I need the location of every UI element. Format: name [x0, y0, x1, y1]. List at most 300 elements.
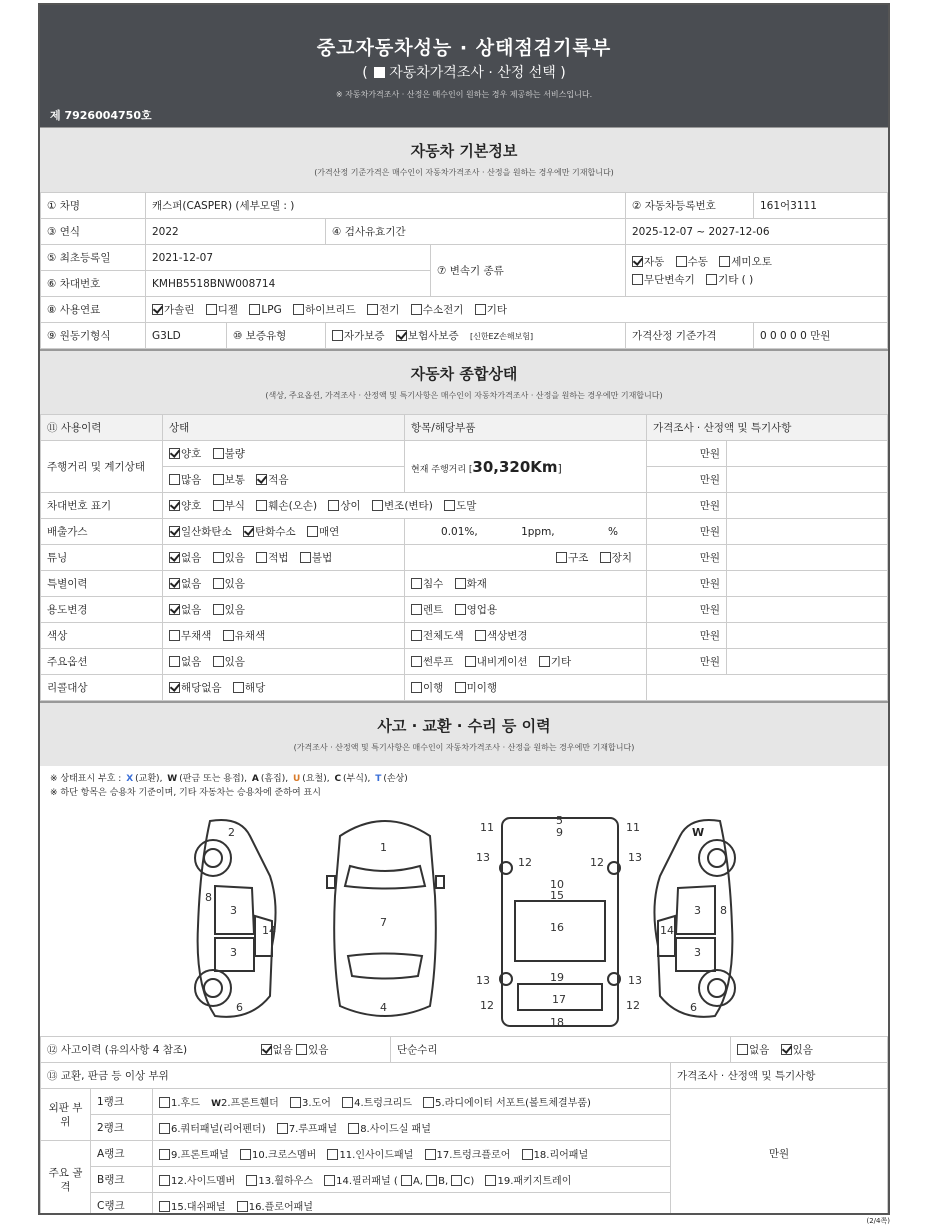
usage-business-label: 영업용 — [466, 604, 498, 616]
checkbox-checked[interactable] — [152, 304, 163, 315]
checkbox-checked[interactable] — [256, 474, 267, 485]
mileage-few[interactable] — [256, 474, 288, 486]
exchange-label: ⑬ 교환, 판금 등 이상 부위 — [41, 1063, 671, 1089]
checkbox[interactable] — [327, 1149, 338, 1160]
inspect-period-value: 2025-12-07 ~ 2027-12-06 — [626, 219, 888, 245]
basic-info-table — [40, 192, 888, 349]
mileage-bad-label: 불량 — [224, 448, 245, 460]
trans-manual[interactable] — [676, 256, 708, 268]
usage-yes-label: 있음 — [224, 604, 245, 616]
history-label: ⑫ 사고이력 (유의사항 4 참조) — [47, 1044, 188, 1056]
checkbox[interactable] — [426, 1175, 437, 1186]
emission-note[interactable] — [727, 519, 888, 545]
checkbox[interactable] — [485, 1175, 496, 1186]
mileage-state-1 — [163, 441, 405, 467]
checkbox-checked[interactable] — [261, 1044, 272, 1055]
option-navi[interactable] — [465, 656, 528, 668]
part-rear-panel[interactable] — [522, 1150, 589, 1161]
legend-items — [124, 774, 408, 784]
warranty-self[interactable] — [332, 330, 385, 342]
checkbox[interactable] — [411, 682, 422, 693]
checkbox[interactable] — [237, 1201, 248, 1212]
checkbox[interactable] — [324, 1175, 335, 1186]
checkbox[interactable] — [455, 604, 466, 615]
fuel-electric[interactable] — [367, 304, 399, 316]
color-label: 색상 — [41, 623, 163, 649]
legend-text: (흠집), — [260, 774, 291, 784]
option-yes[interactable] — [213, 656, 245, 668]
emission-co[interactable] — [169, 526, 232, 538]
part-front-fender[interactable] — [211, 1098, 279, 1109]
svg-text:6: 6 — [236, 1001, 243, 1014]
checkbox[interactable] — [159, 1201, 170, 1212]
trans-label: ⑦ 변속기 종류 — [431, 245, 626, 297]
checkbox[interactable] — [256, 552, 267, 563]
color-change[interactable] — [475, 630, 528, 642]
color-full-paint[interactable] — [411, 630, 464, 642]
trans-semi[interactable] — [719, 256, 772, 268]
warranty-label: ⑩ 보증유형 — [233, 330, 287, 342]
part-trunk-lid[interactable] — [342, 1098, 412, 1109]
checkbox[interactable] — [425, 1149, 436, 1160]
reg-no-value: 161어3111 — [754, 193, 888, 219]
fuel-diesel[interactable] — [206, 304, 238, 316]
checkbox[interactable] — [475, 630, 486, 641]
special-yes[interactable] — [213, 578, 245, 590]
part-pillar-panel-label: 14.필러패널 ( — [336, 1176, 398, 1187]
page-number: (2/4쪽) — [866, 1217, 890, 1225]
checkbox[interactable] — [332, 330, 343, 341]
part-pillar-panel[interactable] — [324, 1176, 398, 1187]
fuel-hydrogen-label: 수소전기 — [422, 304, 464, 316]
trans-manual-label: 수동 — [687, 255, 708, 268]
checkbox-checked[interactable] — [169, 578, 180, 589]
vin-mark-painted[interactable] — [444, 500, 476, 512]
part-roof-panel-label: 7.루프패널 — [288, 1124, 337, 1135]
checkbox-checked[interactable] — [781, 1044, 792, 1055]
checkbox[interactable] — [213, 604, 224, 615]
legend-prefix: ※ 상태표시 부호 : — [50, 774, 122, 784]
vin-mark-unit: 만원 — [647, 493, 727, 519]
recall-note[interactable] — [647, 675, 888, 701]
history-none[interactable] — [261, 1044, 293, 1056]
part-wheel-house[interactable] — [246, 1176, 313, 1187]
special-note[interactable] — [727, 571, 888, 597]
part-radiator-support[interactable] — [423, 1098, 591, 1109]
part-pillar-c-label: C) — [463, 1176, 475, 1187]
car-right-side-view — [654, 820, 735, 1017]
history-yes[interactable] — [296, 1044, 328, 1056]
tuning-note[interactable] — [727, 545, 888, 571]
checkbox[interactable] — [213, 578, 224, 589]
mileage-good[interactable] — [169, 448, 201, 460]
recall-done[interactable] — [411, 682, 443, 694]
mileage-close: ] — [557, 462, 562, 475]
emission-hc-value: 1ppm, — [521, 525, 555, 538]
rank1-items — [153, 1089, 671, 1115]
warranty-insurer[interactable] — [396, 330, 459, 342]
fuel-other[interactable] — [475, 304, 507, 316]
checkbox[interactable] — [159, 1149, 170, 1160]
checkbox-checked[interactable] — [396, 330, 407, 341]
insurer-name: [신한EZ손해보험] — [469, 332, 534, 341]
vin-mark-rust-label: 부식 — [224, 500, 245, 512]
tuning-structure[interactable] — [556, 552, 588, 564]
recall-yes[interactable] — [233, 682, 265, 694]
option-other[interactable] — [539, 656, 571, 668]
color-achromatic[interactable] — [169, 630, 211, 642]
engine-subtable — [146, 323, 325, 348]
mileage-bad[interactable] — [213, 448, 245, 460]
tuning-yes[interactable] — [213, 552, 245, 564]
svg-text:14: 14 — [262, 924, 276, 937]
part-inside-panel[interactable] — [327, 1150, 413, 1161]
recall-yes-label: 해당 — [244, 682, 266, 694]
fuel-hydrogen[interactable] — [411, 304, 464, 316]
simple-repair-none[interactable] — [737, 1044, 769, 1056]
basic-info-title: 자동차 기본정보 — [410, 142, 518, 160]
part-floor-panel-label: 16.플로어패널 — [248, 1202, 313, 1213]
checkbox-checked[interactable] — [243, 526, 254, 537]
mileage-normal-label: 보통 — [224, 474, 245, 486]
mileage-value: 30,320Km — [472, 457, 558, 476]
trans-options — [626, 245, 888, 297]
checkbox[interactable] — [455, 682, 466, 693]
fuel-hybrid[interactable] — [293, 304, 356, 316]
checkbox[interactable] — [411, 604, 422, 615]
legend-code: U — [292, 774, 301, 784]
checkbox[interactable] — [556, 552, 567, 563]
checkbox[interactable] — [300, 552, 311, 563]
svg-text:3: 3 — [230, 904, 237, 917]
checkbox[interactable] — [293, 304, 304, 315]
tuning-illegal[interactable] — [300, 552, 332, 564]
checkbox[interactable] — [328, 500, 339, 511]
vin-mark-rust[interactable] — [213, 500, 245, 512]
simple-repair-yes[interactable] — [781, 1044, 813, 1056]
part-side-member[interactable] — [159, 1176, 235, 1187]
legend-text: (판금 또는 용접), — [179, 774, 250, 784]
special-none[interactable] — [169, 578, 201, 590]
tuning-none-label: 없음 — [181, 552, 202, 564]
checkbox[interactable] — [256, 500, 267, 511]
usage-business[interactable] — [455, 604, 497, 616]
reg-no-label: ② 자동차등록번호 — [626, 193, 754, 219]
checkbox[interactable] — [522, 1149, 533, 1160]
checkbox[interactable] — [465, 656, 476, 667]
option-sunroof-label: 썬루프 — [423, 656, 454, 668]
usage-rent[interactable] — [411, 604, 443, 616]
trans-cvt-label: 무단변속기 — [644, 273, 695, 286]
vin-mark-painted-label: 도말 — [456, 500, 477, 512]
history-none-label: 없음 — [272, 1044, 293, 1056]
year-label: ③ 연식 — [41, 219, 146, 245]
part-pillar-b[interactable] — [426, 1176, 448, 1187]
special-fire[interactable] — [455, 578, 487, 590]
checkbox[interactable] — [307, 526, 318, 537]
rankC-label: C랭크 — [91, 1193, 153, 1216]
checkbox[interactable] — [249, 304, 260, 315]
recall-not-done[interactable] — [455, 682, 497, 694]
tuning-yes-label: 있음 — [224, 552, 245, 564]
color-change-label: 색상변경 — [486, 630, 528, 642]
checkbox[interactable] — [233, 682, 244, 693]
engine-value: G3LD — [146, 323, 227, 348]
checkbox[interactable] — [169, 630, 180, 641]
checkbox-checked[interactable] — [169, 500, 180, 511]
checkbox[interactable] — [240, 1149, 251, 1160]
option-yes-label: 있음 — [224, 656, 245, 668]
checkbox[interactable] — [169, 474, 180, 485]
special-none-label: 없음 — [181, 578, 202, 590]
tuning-options-2 — [405, 545, 647, 571]
history-row — [41, 1037, 391, 1063]
part-door[interactable] — [290, 1098, 331, 1109]
color-options — [163, 623, 405, 649]
part-pillar-a[interactable] — [401, 1176, 423, 1187]
color-items — [405, 623, 647, 649]
checkbox[interactable] — [401, 1175, 412, 1186]
checkbox-checked[interactable] — [169, 682, 180, 693]
checkbox[interactable] — [632, 274, 643, 285]
checkbox[interactable] — [600, 552, 611, 563]
fuel-diesel-label: 디젤 — [217, 304, 239, 316]
svg-text:13: 13 — [476, 851, 490, 864]
emission-hc[interactable] — [243, 526, 296, 538]
rankC-items — [153, 1193, 671, 1216]
svg-text:17: 17 — [552, 993, 566, 1006]
main-frame-label: 주요 골격 — [41, 1141, 91, 1216]
part-pillar-a-label: A, — [412, 1176, 423, 1187]
status-title: 자동차 종합상태 — [410, 365, 518, 383]
color-full-paint-label: 전체도색 — [423, 630, 464, 642]
part-door-label: 3.도어 — [302, 1098, 331, 1109]
recall-none-label: 해당없음 — [181, 682, 222, 694]
part-trunk-floor-label: 17.트렁크플로어 — [436, 1150, 511, 1161]
color-note[interactable] — [727, 623, 888, 649]
checkbox[interactable] — [411, 630, 422, 641]
svg-text:16: 16 — [550, 921, 564, 934]
emission-smoke[interactable] — [307, 526, 339, 538]
fuel-options — [146, 297, 888, 323]
checkbox[interactable] — [475, 304, 486, 315]
trans-cvt[interactable] — [632, 274, 695, 286]
part-hood[interactable] — [159, 1098, 200, 1109]
part-quarter-panel[interactable] — [159, 1124, 266, 1135]
car-name-value: 캐스퍼(CASPER) (세부모델 : ) — [146, 193, 626, 219]
checkbox[interactable] — [159, 1123, 170, 1134]
part-side-sill-label: 8.사이드실 패널 — [360, 1124, 431, 1135]
checkbox[interactable] — [411, 656, 422, 667]
checkbox[interactable] — [206, 304, 217, 315]
checkbox[interactable] — [367, 304, 378, 315]
checkbox-checked[interactable] — [169, 448, 180, 459]
mileage-label: 주행거리 및 계기상태 — [41, 441, 163, 493]
svg-text:12: 12 — [480, 999, 494, 1012]
tuning-device[interactable] — [600, 552, 632, 564]
trans-auto-label: 자동 — [644, 255, 665, 268]
checkbox[interactable] — [348, 1123, 359, 1134]
svg-text:3: 3 — [694, 904, 701, 917]
checkbox[interactable] — [159, 1175, 170, 1186]
mileage-note-1[interactable] — [727, 441, 888, 467]
mileage-many-label: 많음 — [181, 474, 202, 486]
option-items — [405, 649, 647, 675]
vin-mark-altered[interactable] — [372, 500, 433, 512]
svg-text:12: 12 — [518, 856, 532, 869]
rank1-label: 1랭크 — [91, 1089, 153, 1115]
checkbox[interactable] — [213, 552, 224, 563]
col-history: ⑪ 사용이력 — [41, 415, 163, 441]
emission-co-label: 일산화탄소 — [181, 526, 232, 538]
damage-mark-w: W — [692, 826, 705, 839]
part-rear-panel-label: 18.리어패널 — [533, 1150, 589, 1161]
recall-label: 리콜대상 — [41, 675, 163, 701]
checkbox[interactable] — [169, 656, 180, 667]
vin-mark-options — [163, 493, 647, 519]
color-chromatic[interactable] — [223, 630, 265, 642]
checkbox[interactable] — [455, 578, 466, 589]
mileage-note-2[interactable] — [727, 467, 888, 493]
trans-semi-label: 세미오토 — [731, 255, 772, 268]
checkbox[interactable] — [342, 1097, 353, 1108]
checkbox[interactable] — [213, 474, 224, 485]
vin-label: ⑥ 차대번호 — [41, 271, 146, 297]
part-side-sill[interactable] — [348, 1124, 431, 1135]
accident-table — [40, 1036, 888, 1215]
checkbox-checked[interactable] — [632, 256, 643, 267]
recall-none[interactable] — [169, 682, 222, 694]
tuning-none[interactable] — [169, 552, 201, 564]
checkbox[interactable] — [223, 630, 234, 641]
part-dash-panel[interactable] — [159, 1202, 226, 1213]
checkbox[interactable] — [423, 1097, 434, 1108]
part-floor-panel[interactable] — [237, 1202, 313, 1213]
usage-label: 용도변경 — [41, 597, 163, 623]
part-trunk-floor[interactable] — [425, 1150, 511, 1161]
part-front-panel-label: 9.프론트패널 — [171, 1150, 229, 1161]
checkbox[interactable] — [159, 1097, 170, 1108]
inspection-record-form — [38, 3, 890, 1215]
part-roof-panel[interactable] — [277, 1124, 337, 1135]
emission-hc-label: 탄화수소 — [255, 526, 296, 538]
vin-mark-damage-label: 훼손(오손) — [268, 500, 318, 512]
checkbox[interactable] — [372, 500, 383, 511]
part-pillar-b-label: B, — [438, 1176, 449, 1187]
fuel-lpg[interactable] — [249, 304, 281, 316]
emission-co-value: 0.01%, — [441, 525, 478, 538]
fuel-electric-label: 전기 — [379, 304, 400, 316]
option-note[interactable] — [727, 649, 888, 675]
mileage-good-label: 양호 — [181, 448, 202, 460]
checkbox[interactable] — [213, 500, 224, 511]
part-inside-panel-label: 11.인사이드패널 — [339, 1150, 414, 1161]
part-cross-member[interactable] — [240, 1150, 316, 1161]
car-left-side-view — [195, 820, 276, 1017]
checkbox[interactable] — [213, 656, 224, 667]
vin-mark-damage[interactable] — [256, 500, 317, 512]
usage-yes[interactable] — [213, 604, 245, 616]
trans-auto[interactable] — [632, 256, 664, 268]
svg-text:11: 11 — [480, 821, 494, 834]
legend-code: C — [334, 774, 342, 784]
part-cross-member-label: 10.크로스멤버 — [252, 1150, 317, 1161]
vin-mark-diff[interactable] — [328, 500, 360, 512]
checkbox-checked[interactable] — [169, 604, 180, 615]
part-pillar-c[interactable] — [451, 1176, 474, 1187]
vin-mark-note[interactable] — [727, 493, 888, 519]
svg-text:9: 9 — [556, 826, 563, 839]
usage-rent-label: 렌트 — [423, 604, 444, 616]
checkbox[interactable] — [246, 1175, 257, 1186]
special-flood[interactable] — [411, 578, 443, 590]
svg-text:11: 11 — [626, 821, 640, 834]
usage-none[interactable] — [169, 604, 201, 616]
legend-note-2: ※ 하단 항목은 승용차 기준이며, 기타 자동차는 승용차에 준하여 표시 — [50, 788, 321, 798]
usage-items — [405, 597, 647, 623]
vin-mark-good[interactable] — [169, 500, 201, 512]
vin-mark-good-label: 양호 — [181, 500, 202, 512]
checkbox[interactable] — [719, 256, 730, 267]
checkbox[interactable] — [411, 304, 422, 315]
checkbox[interactable] — [737, 1044, 748, 1055]
checkbox[interactable] — [277, 1123, 288, 1134]
form-header — [40, 5, 888, 127]
mileage-reading — [405, 441, 647, 493]
option-sunroof[interactable] — [411, 656, 453, 668]
mileage-normal[interactable] — [213, 474, 245, 486]
legend-code: A — [251, 774, 259, 784]
trans-other-label: 기타 ( ) — [718, 273, 754, 286]
option-none[interactable] — [169, 656, 201, 668]
basic-info-subtitle: (가격산정 기준가격은 매수인이 자동차가격조사 · 산정을 원하는 경우에만 기재합니다) — [314, 168, 614, 177]
checkbox[interactable] — [451, 1175, 462, 1186]
car-diagram — [40, 806, 888, 1036]
tuning-legal[interactable] — [256, 552, 288, 564]
checkbox-checked[interactable] — [169, 552, 180, 563]
checkbox[interactable] — [444, 500, 455, 511]
checkbox[interactable] — [290, 1097, 301, 1108]
price-basis-value: 0 0 0 0 0 만원 — [754, 323, 888, 349]
legend-text: (손상) — [383, 774, 408, 784]
legend-notes — [40, 766, 888, 806]
accident-subtitle: (가격조사 · 산정액 및 특기사항은 매수인이 자동차가격조사 · 산정을 원하는 경우에만 기재합니다) — [293, 743, 635, 752]
checkbox[interactable] — [213, 448, 224, 459]
checkbox[interactable] — [411, 578, 422, 589]
part-package-tray[interactable] — [485, 1176, 571, 1187]
status-table — [40, 414, 888, 701]
special-yes-label: 있음 — [224, 578, 245, 590]
simple-repair-options — [731, 1037, 888, 1063]
special-label: 특별이력 — [41, 571, 163, 597]
year-value: 2022 — [146, 219, 326, 245]
fuel-gasoline[interactable] — [152, 304, 194, 316]
svg-text:18: 18 — [550, 1016, 564, 1029]
checkbox[interactable] — [676, 256, 687, 267]
mileage-many[interactable] — [169, 474, 201, 486]
checkbox[interactable] — [706, 274, 717, 285]
checkbox-checked[interactable] — [169, 526, 180, 537]
tuning-structure-label: 구조 — [568, 552, 589, 564]
price-survey-checkbox[interactable] — [374, 67, 385, 78]
usage-note[interactable] — [727, 597, 888, 623]
trans-other[interactable] — [706, 274, 753, 286]
emission-values — [405, 519, 647, 545]
checkbox[interactable] — [539, 656, 550, 667]
checkbox[interactable] — [296, 1044, 307, 1055]
legend-code: X — [126, 774, 134, 784]
part-front-panel[interactable] — [159, 1150, 229, 1161]
